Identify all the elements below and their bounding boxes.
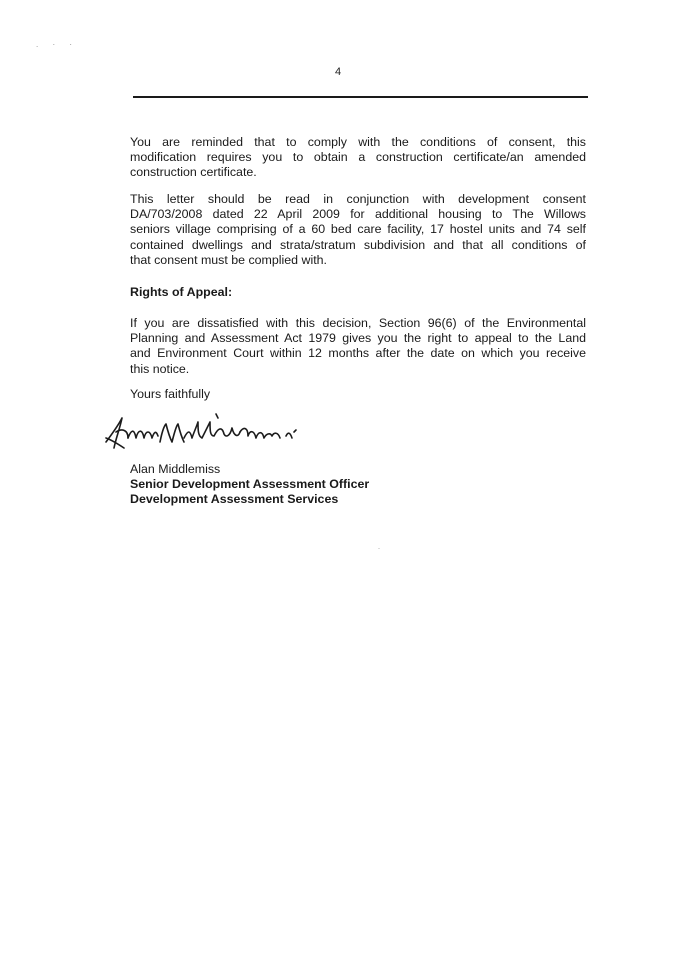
scan-artifact: [378, 548, 380, 549]
paragraph-line: Planning and Assessment Act 1979 gives you the right to appeal to the Land: [130, 331, 586, 346]
paragraph-line: and Environment Court within 12 months after the date on which you receive: [130, 346, 586, 361]
page-number: 4: [334, 66, 342, 78]
paragraph-line: DA/703/2008 dated 22 April 2009 for additional housing to The Willows: [130, 207, 586, 222]
paragraph-line: that consent must be complied with.: [130, 252, 327, 267]
paragraph-line: construction certificate.: [130, 165, 257, 180]
signatory-title: Senior Development Assessment Officer: [130, 477, 370, 492]
paragraph-line: You are reminded that to comply with the conditions of consent, this: [130, 135, 586, 149]
signatory-department: Development Assessment Services: [130, 492, 339, 507]
rights-of-appeal-heading: Rights of Appeal:: [130, 285, 233, 299]
paragraph-line: modification requires you to obtain a construction certificate/an amended: [130, 150, 586, 165]
scan-artifact: . · ·: [36, 40, 78, 49]
paragraph-line: contained dwellings and strata/stratum subdivision and that all conditions of: [130, 237, 586, 252]
paragraph-line: This letter should be read in conjunction with development consent: [130, 192, 586, 206]
paragraph-line: seniors village comprising of a 60 bed care facility, 17 hostel units and 74 self: [130, 222, 586, 237]
appeal-paragraph: [130, 316, 586, 377]
certificate-reminder-paragraph: [130, 135, 586, 181]
handwritten-signature: [98, 408, 318, 458]
paragraph-line: If you are dissatisfied with this decision, Section 96(6) of the Environmental: [130, 316, 586, 330]
header-rule: [133, 96, 588, 98]
signatory-name: Alan Middlemiss: [130, 462, 221, 476]
consent-conjunction-paragraph: [130, 192, 586, 268]
paragraph-line: this notice.: [130, 361, 190, 376]
signature-block: [130, 462, 369, 508]
closing-salutation: Yours faithfully: [130, 387, 211, 401]
